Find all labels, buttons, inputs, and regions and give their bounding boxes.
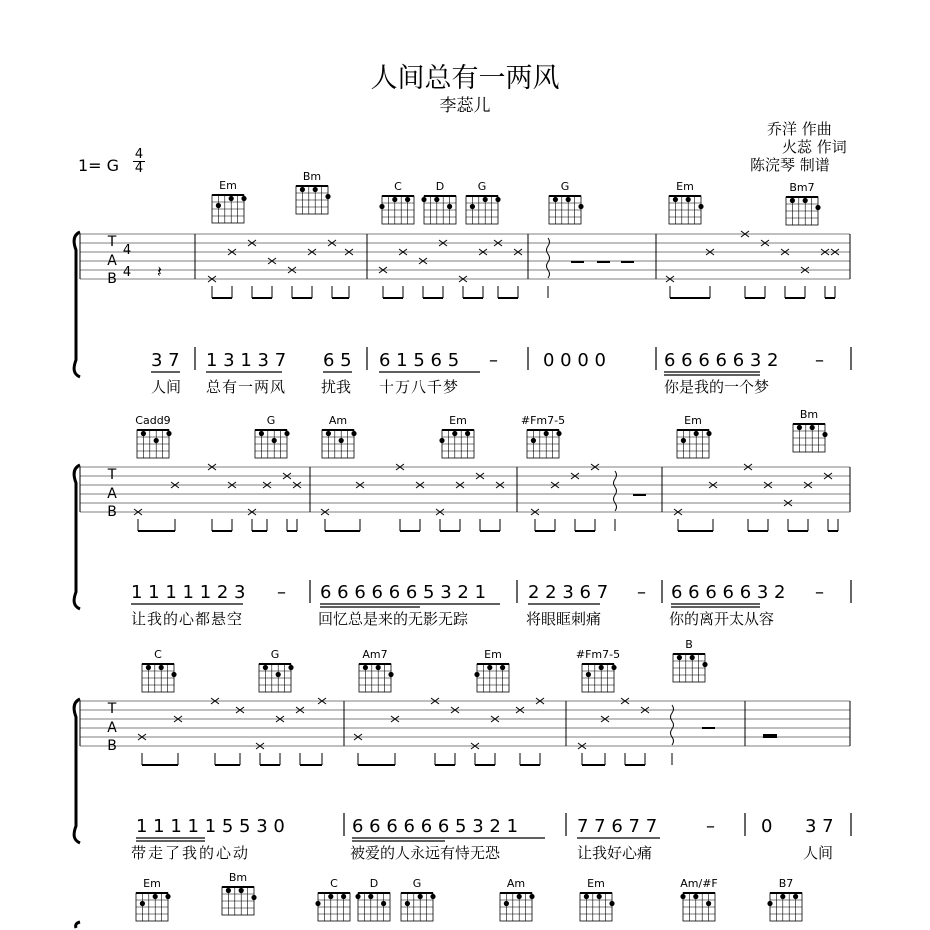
chord-name: G (560, 180, 570, 193)
chord-name: Am (506, 877, 526, 890)
numbered-notes: 1 3 1 3 7 (206, 350, 287, 371)
tab-letter-t: T (107, 234, 117, 250)
chord-name: Em (484, 648, 502, 661)
numbered-notes: 6 6 6 6 6 6 5 3 2 1 (320, 582, 487, 603)
lyric-line: 被爱的人永远有恃无恐 (350, 844, 501, 862)
chord-diagram (259, 648, 294, 692)
chord-name: Em (684, 414, 702, 427)
numbered-notes: 1 1 1 1 1 5 5 3 0 (136, 816, 285, 837)
chord-diagram (521, 414, 565, 458)
chord-name: #Fm7-5 (520, 414, 566, 427)
chord-name: Bm (799, 408, 819, 421)
lyric-line: 你的离开太从容 (669, 610, 775, 628)
tab-letter-b: B (107, 504, 117, 520)
lyric-line: 扰我 (321, 378, 352, 396)
chord-name: Em (449, 414, 467, 427)
chord-diagram (549, 180, 584, 224)
bar-lines (80, 234, 850, 746)
lyricist-credit: 火蕊 作词 (782, 138, 847, 156)
tab-letter-a: A (107, 486, 117, 502)
lyric-line: 带走了我的心动 (131, 844, 251, 862)
key-signature: 1= G (78, 156, 120, 175)
chord-diagram (136, 877, 171, 921)
chord-name: C (154, 648, 162, 661)
tab-time-signature-bottom: 4 (122, 265, 132, 280)
quarter-rest-icon: 𝄽 (157, 262, 162, 281)
chord-diagram (680, 877, 718, 921)
lyric-line: 总有一两风 (206, 378, 287, 396)
tab-letter-a: A (107, 253, 117, 269)
chord-name: Am7 (362, 648, 388, 661)
chord-diagram (500, 877, 535, 921)
lyric-line: 回忆总是来的无影无踪 (318, 610, 469, 628)
lyric-line: 将眼眶刺痛 (526, 610, 602, 628)
chord-diagram (322, 414, 357, 458)
numbered-notes: 6 6 6 6 6 3 2 (671, 582, 786, 603)
chord-diagram (580, 877, 615, 921)
tab-letter-a: A (107, 720, 117, 736)
chord-diagram (474, 648, 509, 692)
arpeggio-icon (614, 471, 617, 511)
whole-rest-icon (763, 734, 777, 738)
chord-name: B7 (778, 877, 794, 890)
numbered-notes: 6 6 6 6 6 6 5 3 2 1 (352, 816, 519, 837)
numbered-notes: 6 5 (323, 350, 352, 371)
chord-diagram (793, 408, 828, 452)
chord-name: D (369, 877, 379, 890)
chord-name: Bm (302, 170, 322, 183)
time-signature-bottom: 4 (134, 161, 144, 176)
lyric-line: 让我的心都悬空 (131, 610, 244, 628)
chord-name: G (270, 648, 280, 661)
lyric-line: 人间 (151, 378, 182, 396)
chord-name: B (685, 638, 693, 651)
tab-time-signature-top: 4 (122, 243, 132, 258)
chord-diagrams (135, 170, 827, 921)
chord-name: C (394, 180, 402, 193)
arpeggio-icon (671, 705, 674, 745)
chord-name: G (477, 180, 487, 193)
numbered-notes: 6 6 6 6 6 3 2 (664, 350, 779, 371)
chord-name: Am/#F (680, 877, 718, 890)
chord-diagram (315, 877, 350, 921)
chord-diagram (135, 414, 171, 458)
chord-diagram (355, 877, 390, 921)
numbered-notes: 7 7 6 7 7 (577, 816, 658, 837)
time-signature-top: 4 (134, 147, 144, 162)
chord-diagram (359, 648, 394, 692)
chord-diagram (212, 179, 247, 223)
numbered-notes: 2 2 3 6 7 (528, 582, 609, 603)
numbered-notes: 3 7 (151, 350, 180, 371)
tab-letter-b: B (107, 271, 117, 287)
numbered-dash: – (815, 350, 824, 371)
chord-diagram (466, 180, 501, 224)
chord-diagram (673, 638, 708, 682)
chord-name: Em (219, 179, 237, 192)
chord-name: G (412, 877, 422, 890)
lyric-line: 你是我的一个梦 (664, 378, 770, 396)
numbered-notes: 6 1 5 6 5 (379, 350, 460, 371)
song-title: 人间总有一两风 (370, 63, 560, 94)
numbered-notes: 1 1 1 1 1 2 3 (131, 582, 246, 603)
chord-name: Bm7 (789, 181, 815, 194)
numbered-notes: 0 (761, 816, 773, 837)
chord-name: Em (676, 180, 694, 193)
numbered-dash: – (637, 582, 646, 603)
composer-credit: 乔洋 作曲 (767, 120, 832, 138)
chord-diagram (401, 877, 436, 921)
chord-name: G (266, 414, 276, 427)
lyric-line: 人间 (803, 844, 834, 862)
chord-name: Am (328, 414, 348, 427)
chord-diagram (576, 648, 620, 692)
numbered-notes: 0 0 0 0 (543, 350, 606, 371)
numbered-dash: – (277, 582, 286, 603)
numbered-dash: – (706, 816, 715, 837)
tab-staves (80, 234, 850, 746)
chord-diagram (439, 414, 474, 458)
system-bracket (74, 232, 80, 928)
arpeggio-icon (547, 238, 550, 278)
chord-diagram (296, 170, 331, 214)
tab-letter-b: B (107, 738, 117, 754)
chord-diagram (677, 414, 712, 458)
tab-letter-t: T (107, 467, 117, 483)
chord-name: D (435, 180, 445, 193)
chord-diagram (222, 871, 257, 915)
chord-name: Em (587, 877, 605, 890)
chord-name: C (330, 877, 338, 890)
chord-diagram (767, 877, 802, 921)
chord-name: Bm (228, 871, 248, 884)
chord-diagram (786, 181, 821, 225)
lyric-line: 让我好心痛 (577, 844, 653, 862)
tab-letter-t: T (107, 701, 117, 717)
chord-name: Cadd9 (135, 414, 171, 427)
chord-name: Em (143, 877, 161, 890)
chord-diagram (421, 180, 456, 224)
chord-name: #Fm7-5 (575, 648, 621, 661)
lyric-line: 十万八千梦 (379, 378, 460, 396)
chord-diagram (379, 180, 414, 224)
chord-diagram (142, 648, 177, 692)
chord-diagram (255, 414, 290, 458)
numbered-dash: – (815, 582, 824, 603)
arranger-credit: 陈浣琴 制谱 (750, 156, 830, 174)
numbered-notes: 3 7 (805, 816, 834, 837)
artist-name: 李蕊儿 (439, 96, 491, 116)
numbered-dash: – (489, 350, 498, 371)
chord-diagram (669, 180, 704, 224)
